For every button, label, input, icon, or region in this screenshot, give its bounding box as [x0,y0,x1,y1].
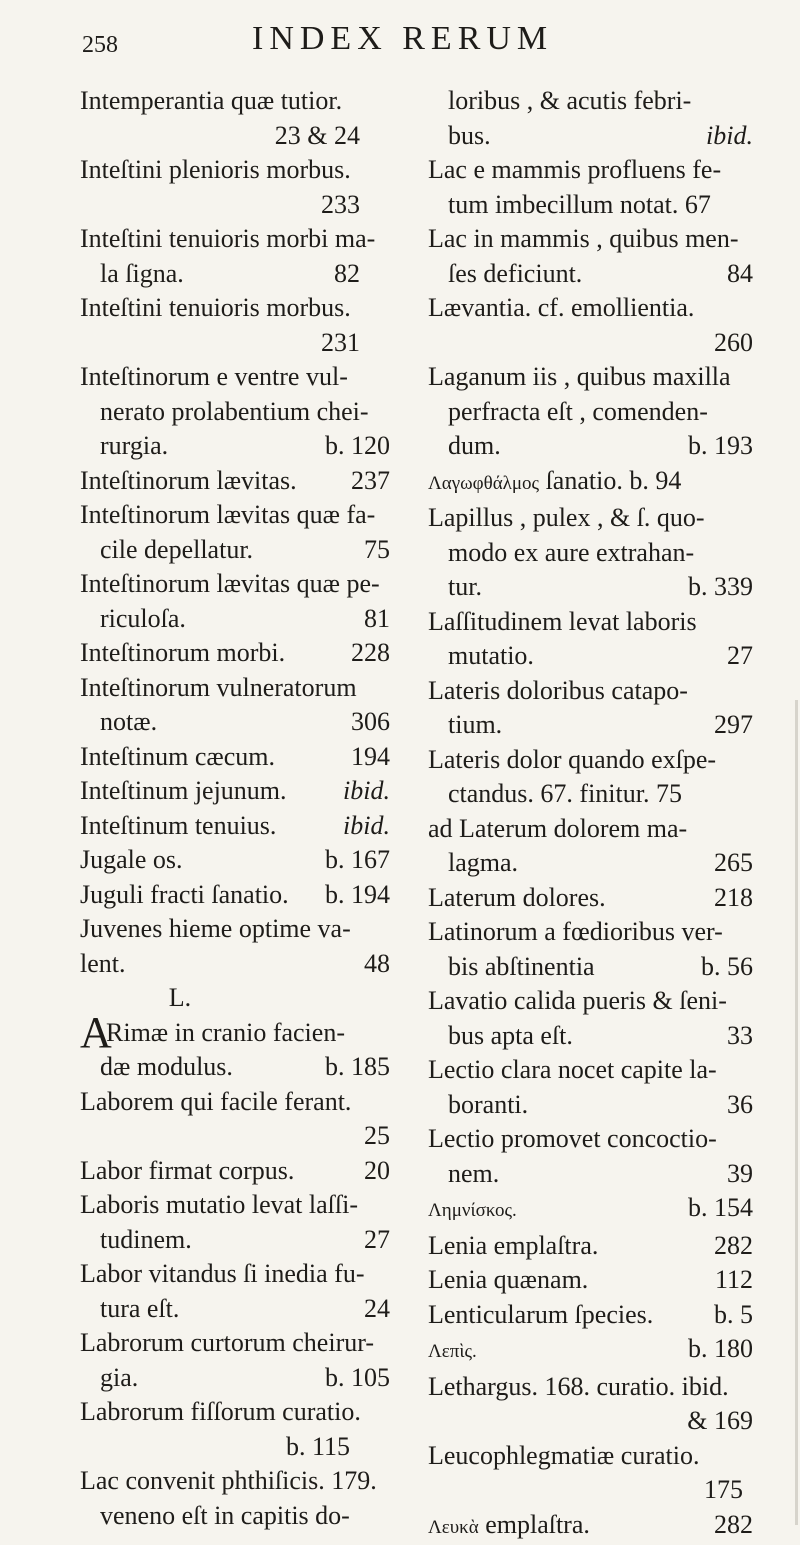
page-number: 258 [82,32,118,59]
entry-ref: 233 [80,188,390,223]
index-entry [428,1122,753,1191]
entry-text: tum imbecillum notat. 67 [428,188,753,223]
entry-ref: 282 [714,1229,753,1264]
entry-ref: 81 [364,602,390,637]
running-title: INDEX RERUM [252,20,553,58]
entry-text: Inteſtinorum lævitas quæ pe- [80,567,390,602]
entry-text: gia. b. 105 [80,1361,390,1396]
index-entry [80,809,390,844]
entry-ref: 48 [364,947,390,982]
entry-ref: 27 [364,1223,390,1258]
entry-text: nem. 39 [428,1157,753,1192]
entry-text: dum. b. 193 [428,429,753,464]
entry-ref: & 169 [428,1404,753,1439]
entry-text: lagma. 265 [428,846,753,881]
right-column [428,84,753,1545]
index-entry [428,291,753,360]
index-entry [80,360,390,464]
entry-text: Inteſtinorum lævitas quæ fa- [80,498,390,533]
index-entry [80,464,390,499]
entry-text: riculoſa. 81 [80,602,390,637]
entry-text: Inteſtinum jejunum. ibid. [80,774,390,809]
entry-text: Lenia quænam. 112 [428,1263,753,1298]
entry-ref: b. 105 [325,1361,390,1396]
entry-ref: b. 180 [688,1332,753,1367]
index-entry [80,498,390,567]
greek-term: Λεπὶς. [428,1341,477,1362]
greek-term: Λευκὰ [428,1517,479,1538]
left-column [80,84,390,1533]
entry-text: Inteſtinorum lævitas. 237 [80,464,390,499]
index-entry [80,1085,390,1154]
letter-heading [80,981,390,1016]
page-header [82,20,782,60]
entry-ref: 194 [351,740,390,775]
entry-text: Inteſtini tenuioris morbus. [80,291,390,326]
entry-text: lent. 48 [80,947,390,982]
entry-text: Labor firmat corpus. 20 [80,1154,390,1189]
entry-ref: 228 [351,636,390,671]
entry-text: Laboris mutatio levat laſſi- [80,1188,390,1223]
entry-text: Labor vitandus ſi inedia fu- [80,1257,390,1292]
entry-text: ARimæ in cranio facien- [80,1016,390,1051]
entry-ref: 84 [727,257,753,292]
index-entry [80,1326,390,1395]
index-entry [428,360,753,464]
entry-text: cile depellatur. 75 [80,533,390,568]
index-entry [80,1257,390,1326]
index-entry [428,984,753,1053]
entry-text: Laganum iis , quibus maxilla [428,360,753,395]
entry-text: tura eſt. 24 [80,1292,390,1327]
entry-text: Juguli fracti ſanatio. b. 194 [80,878,390,913]
entry-ref: 237 [351,464,390,499]
greek-term: Λημνίσκος. [428,1200,517,1221]
index-entry [428,1229,753,1264]
entry-text: rurgia. b. 120 [80,429,390,464]
index-entry [428,1263,753,1298]
entry-ref: b. 185 [325,1050,390,1085]
index-entry [80,222,390,291]
index-entry [428,915,753,984]
entry-ref: 27 [727,639,753,674]
entry-text: Lateris doloribus catapo- [428,674,753,709]
entry-ref: 175 [428,1473,753,1508]
entry-text: Lethargus. 168. curatio. ibid. [428,1370,753,1405]
entry-text: mutatio. 27 [428,639,753,674]
index-entry [428,674,753,743]
entry-ref: 260 [428,326,753,361]
entry-text: Juvenes hieme optime va- [80,912,390,947]
index-entry [428,605,753,674]
index-entry [80,153,390,222]
entry-ref: b. 194 [325,878,390,913]
index-entry [428,1370,753,1439]
index-entry [80,912,390,981]
entry-ref: b. 154 [688,1191,753,1226]
entry-ref: b. 5 [714,1298,753,1333]
index-entry [80,878,390,913]
entry-ref: ibid. [706,119,753,154]
entry-ref: 75 [364,533,390,568]
entry-text: Lavatio calida pueris & ſeni- [428,984,753,1019]
index-entry [80,1188,390,1257]
entry-text: Λαγωφθάλμος ſanatio. b. 94 [428,464,753,502]
index-entry [80,291,390,360]
index-entry [80,1395,390,1464]
entry-text: Lac e mammis profluens fe- [428,153,753,188]
entry-text: Inteſtini tenuioris morbi ma- [80,222,390,257]
entry-ref: b. 339 [688,570,753,605]
entry-text: Laborem qui facile ferant. [80,1085,390,1120]
entry-text: Labrorum fiſſorum curatio. [80,1395,390,1430]
index-entry [80,636,390,671]
index-entry [80,740,390,775]
index-entry [428,1332,753,1370]
entry-ref: 112 [715,1263,753,1298]
entry-ref: 24 [364,1292,390,1327]
entry-ref: 265 [714,846,753,881]
drop-capital: A [80,1016,106,1050]
entry-text: bus. ibid. [428,119,753,154]
index-entry [80,1154,390,1189]
entry-text: modo ex aure extrahan- [428,536,753,571]
entry-ref: 23 & 24 [80,119,390,154]
entry-text: bis abſtinentia b. 56 [428,950,753,985]
entry-ref: ibid. [343,809,390,844]
entry-text: Jugale os. b. 167 [80,843,390,878]
entry-text: Inteſtinum cæcum. 194 [80,740,390,775]
entry-text: Lac convenit phthiſicis. 179. [80,1464,390,1499]
entry-ref: 33 [727,1019,753,1054]
index-entry [428,1439,753,1508]
entry-text: Lenia emplaſtra. 282 [428,1229,753,1264]
entry-text: Inteſtinorum vulneratorum [80,671,390,706]
entry-text: ad Laterum dolorem ma- [428,812,753,847]
index-entry [428,464,753,502]
entry-text: Laſſitudinem levat laboris [428,605,753,640]
entry-text: Labrorum curtorum cheirur- [80,1326,390,1361]
entry-text [428,1332,753,1370]
entry-text: Λευκὰ emplaſtra. 282 [428,1508,753,1545]
page-edge-shadow [795,700,798,1525]
entry-ref: 282 [714,1508,753,1543]
entry-ref: b. 120 [325,429,390,464]
entry-ref: 20 [364,1154,390,1189]
entry-text: Lectio clara nocet capite la- [428,1053,753,1088]
entry-text: Inteſtinorum e ventre vul- [80,360,390,395]
entry-text: Lac in mammis , quibus men- [428,222,753,257]
entry-text: tudinem. 27 [80,1223,390,1258]
entry-text: Inteſtini plenioris morbus. [80,153,390,188]
entry-text: boranti. 36 [428,1088,753,1123]
entry-text: Inteſtinum tenuius. ibid. [80,809,390,844]
entry-ref: b. 56 [701,950,753,985]
greek-term: Λαγωφθάλμος [428,473,539,494]
entry-ref: 36 [727,1088,753,1123]
entry-ref: ibid. [343,774,390,809]
entry-text: ctandus. 67. finitur. 75 [428,777,753,812]
section-letter: L. [80,981,280,1016]
index-entry [428,1191,753,1229]
index-entry [428,812,753,881]
index-entry [428,84,753,153]
entry-text: Lenticularum ſpecies. b. 5 [428,1298,753,1333]
index-entry [428,501,753,605]
entry-text: Laterum dolores. 218 [428,881,753,916]
entry-ref: 306 [351,705,390,740]
index-entry [428,881,753,916]
entry-text: perfracta eſt , comenden- [428,395,753,430]
entry-text: Lapillus , pulex , & ſ. quo- [428,501,753,536]
entry-ref: b. 115 [80,1430,390,1465]
entry-text: notæ. 306 [80,705,390,740]
index-entry [428,1298,753,1333]
index-entry [80,84,390,153]
entry-text: Latinorum a fœdioribus ver- [428,915,753,950]
index-entry [80,774,390,809]
entry-text: Lateris dolor quando exſpe- [428,743,753,778]
index-entry [80,1464,390,1533]
entry-ref: 25 [80,1119,390,1154]
entry-ref: b. 193 [688,429,753,464]
index-entry [80,843,390,878]
index-entry [428,222,753,291]
entry-text [428,1191,753,1229]
entry-ref: 297 [714,708,753,743]
entry-ref: b. 167 [325,843,390,878]
entry-text: ſes deficiunt. 84 [428,257,753,292]
entry-ref: 218 [714,881,753,916]
index-entry [80,1016,390,1085]
entry-ref: 82 [334,257,360,292]
entry-text: dæ modulus. b. 185 [80,1050,390,1085]
entry-text: Lectio promovet concoctio- [428,1122,753,1157]
index-entry [428,153,753,222]
entry-text: veneno eſt in capitis do- [80,1499,390,1534]
entry-text: loribus , & acutis febri- [428,84,753,119]
index-entry [80,567,390,636]
entry-text: Leucophlegmatiæ curatio. [428,1439,753,1474]
entry-text: la ſigna. 82 [80,257,390,292]
entry-text: Inteſtinorum morbi. 228 [80,636,390,671]
entry-text: tium. 297 [428,708,753,743]
entry-text: tur. b. 339 [428,570,753,605]
index-entry [80,671,390,740]
index-entry [428,1053,753,1122]
entry-ref: 231 [80,326,390,361]
entry-text: Intemperantia quæ tutior. [80,84,390,119]
entry-text: nerato prolabentium chei- [80,395,390,430]
entry-text: bus apta eſt. 33 [428,1019,753,1054]
index-entry [428,743,753,812]
index-entry [428,1508,753,1545]
entry-text: Lævantia. cf. emollientia. [428,291,753,326]
entry-ref: 39 [727,1157,753,1192]
